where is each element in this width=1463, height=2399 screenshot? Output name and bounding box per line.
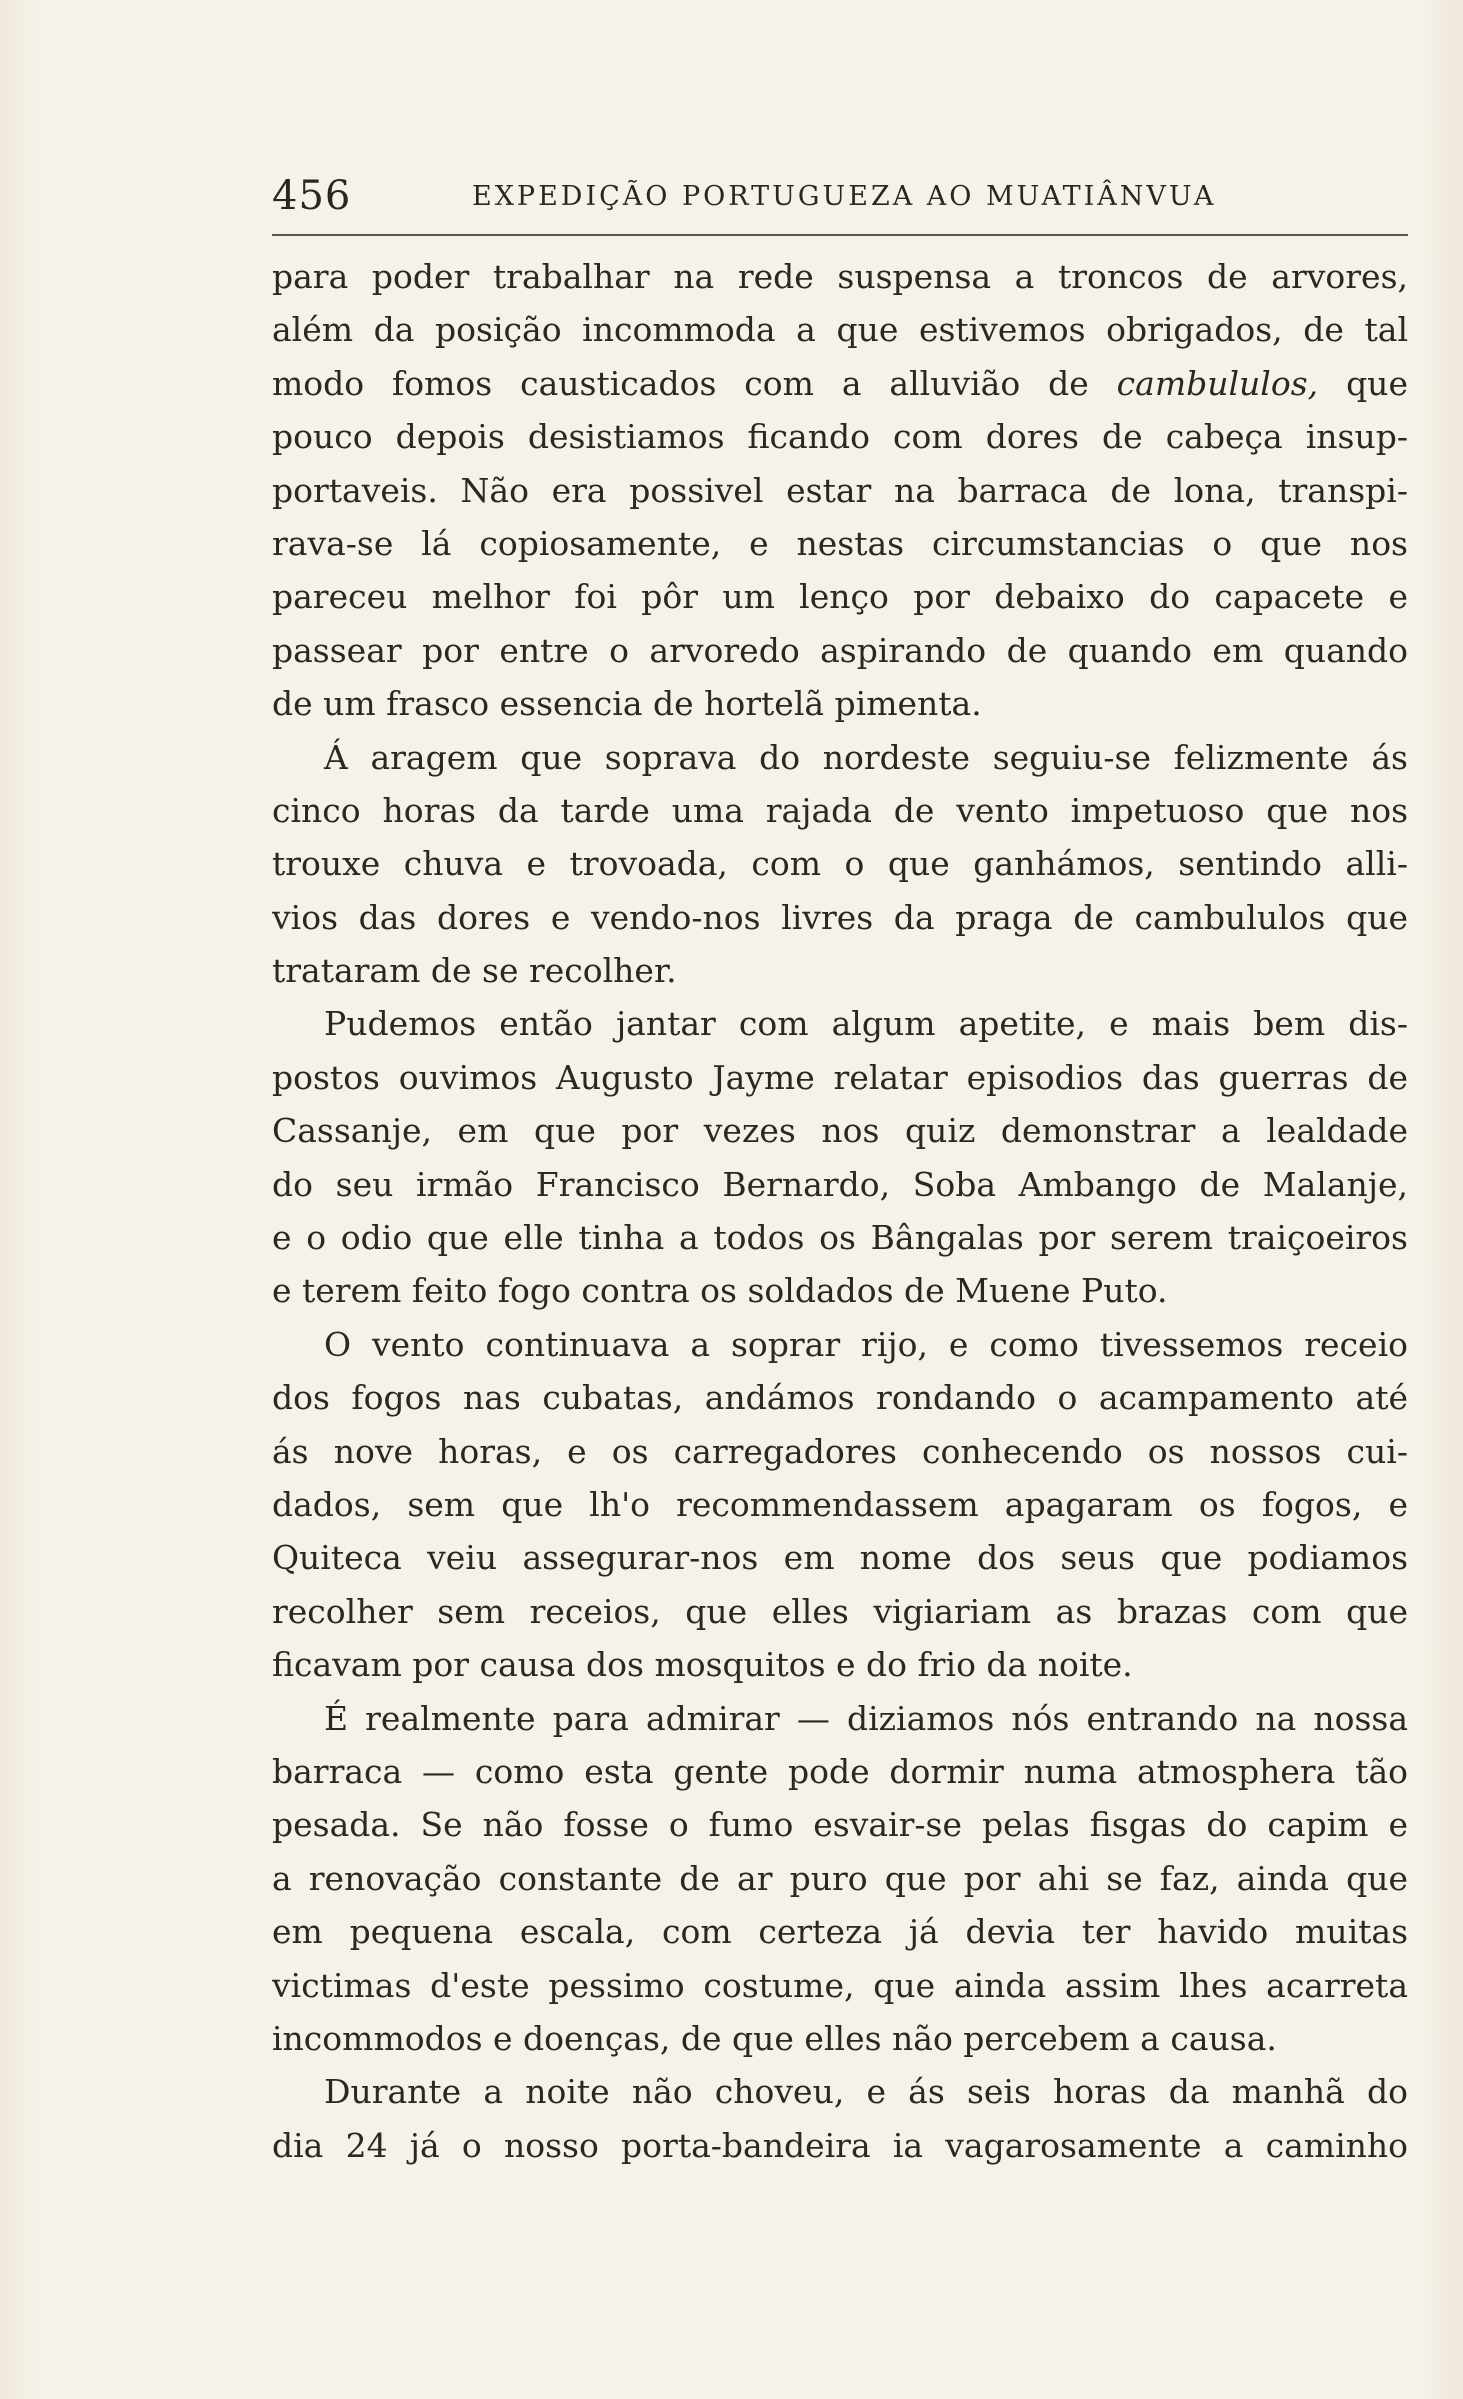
text-line: pareceu melhor foi pôr um lenço por debaixo do capacete e [272,577,1408,617]
page-number: 456 [272,173,352,219]
text-line-segment: que [1346,363,1408,403]
text-line: do seu irmão Francisco Bernardo, Soba Ambango de Malanje, [272,1164,1408,1204]
text-line: a renovação constante de ar puro que por ahi se faz, ainda que [272,1858,1408,1898]
text-line: portaveis. Não era possivel estar na barraca de lona, transpi- [272,470,1408,510]
text-line: ás nove horas, e os carregadores conhecendo os nossos cui- [272,1431,1408,1471]
text-line: postos ouvimos Augusto Jayme relatar episodios das guerras de [272,1057,1408,1097]
text-line: e terem feito fogo contra os soldados de Muene Puto. [272,1271,1168,1311]
text-line: pouco depois desistiamos ficando com dores de cabeça insup- [272,417,1408,457]
body-text [272,250,1408,2172]
page-header [272,173,1408,233]
text-line: pesada. Se não fosse o fumo esvair-se pelas fisgas do capim e [272,1805,1408,1845]
text-line: recolher sem receios, que elles vigiariam as brazas com que [272,1591,1408,1631]
paragraph-start-line: É realmente para admirar — diziamos nós entrando na nossa [324,1698,1408,1738]
text-line: dia 24 já o nosso porta-bandeira ia vagarosamente a caminho [272,2125,1408,2165]
text-line: incommodos e doenças, de que elles não percebem a causa. [272,2018,1277,2058]
text-line: trouxe chuva e trovoada, com o que ganhámos, sentindo alli- [272,844,1408,884]
paragraph-start-line: O vento continuava a soprar rijo, e como tivessemos receio [324,1324,1408,1364]
text-line: trataram de se recolher. [272,951,677,991]
text-line: em pequena escala, com certeza já devia ter havido muitas [272,1912,1408,1952]
text-line: dos fogos nas cubatas, andámos rondando o acampamento até [272,1378,1408,1418]
paragraph-start-line: Pudemos então jantar com algum apetite, e mais bem dis- [324,1004,1408,1044]
text-line: e o odio que elle tinha a todos os Bângalas por serem traiçoeiros [272,1218,1408,1258]
paragraph-start-line: Á aragem que soprava do nordeste seguiu-se felizmente ás [324,737,1408,777]
text-line: de um frasco essencia de hortelã pimenta. [272,684,982,724]
text-line: rava-se lá copiosamente, e nestas circumstancias o que nos [272,523,1408,563]
text-line: Quiteca veiu assegurar-nos em nome dos seus que podiamos [272,1538,1408,1578]
text-line: victimas d'este pessimo costume, que ainda assim lhes acarreta [272,1965,1408,2005]
text-line: cinco horas da tarde uma rajada de vento impetuoso que nos [272,790,1408,830]
header-rule [272,234,1408,236]
text-line: para poder trabalhar na rede suspensa a troncos de arvores, [272,257,1408,296]
italic-term: cambululos, [1116,363,1319,403]
text-line [272,357,1408,410]
text-line: ficavam por causa dos mosquitos e do frio da noite. [272,1645,1133,1685]
text-line: Cassanje, em que por vezes nos quiz demonstrar a lealdade [272,1111,1408,1151]
text-line-segment: modo fomos causticados com a alluvião de [272,363,1089,403]
paragraph-start-line: Durante a noite não choveu, e ás seis horas da manhã do [324,2072,1408,2112]
text-line: passear por entre o arvoredo aspirando de quando em quando [272,630,1408,670]
text-line: dados, sem que lh'o recommendassem apagaram os fogos, e [272,1484,1408,1524]
running-title: EXPEDIÇÃO PORTUGUEZA AO MUATIÂNVUA [472,181,1217,212]
text-line: além da posição incommoda a que estivemos obrigados, de tal [272,310,1408,350]
text-line: vios das dores e vendo-nos livres da praga de cambululos que [272,897,1408,937]
text-line: barraca — como esta gente pode dormir numa atmosphera tão [272,1751,1408,1791]
